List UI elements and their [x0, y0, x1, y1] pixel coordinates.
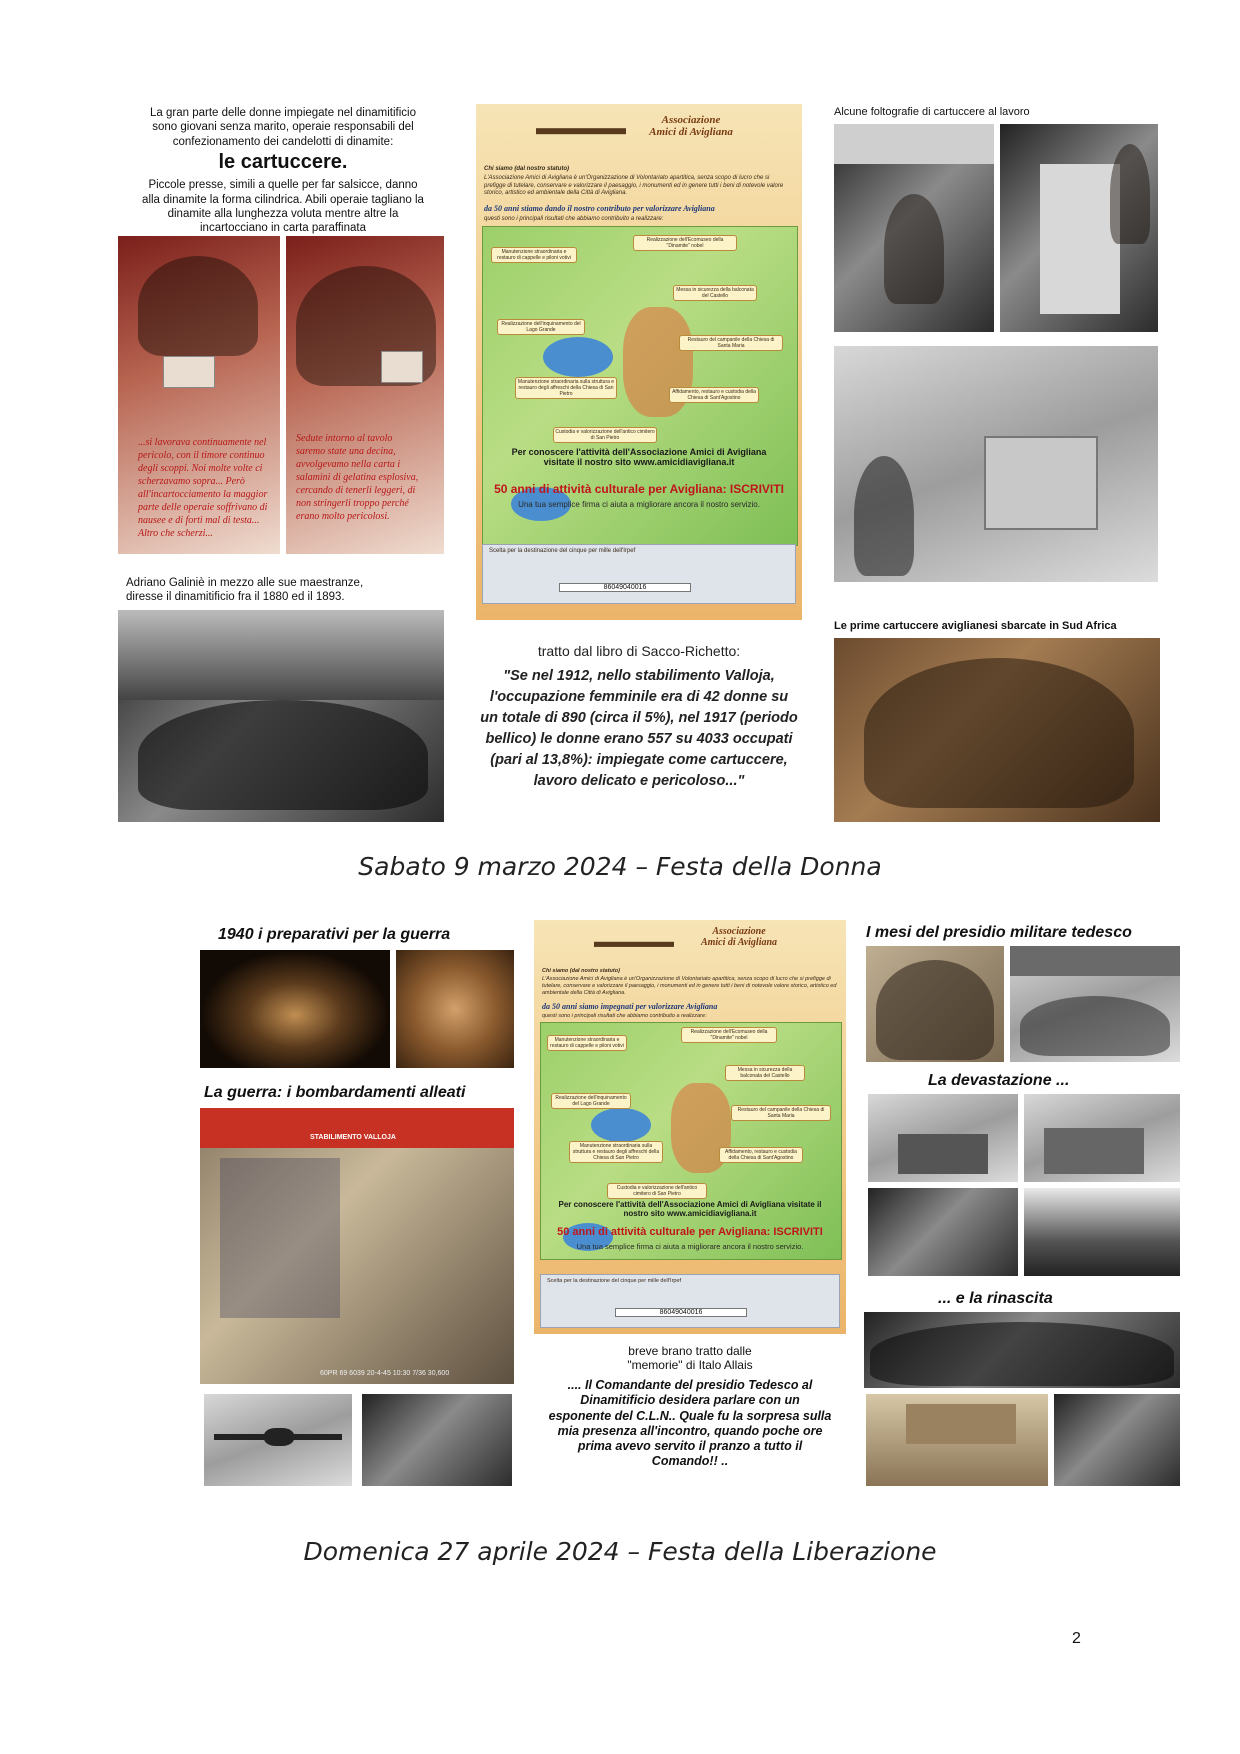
map-label: Affidamento, restauro e custodia della Chiesa di Sant'Agostino — [669, 387, 759, 403]
map-label: Affidamento, restauro e custodia della Chiesa di Sant'Agostino — [719, 1147, 803, 1163]
devastazione-photo-3 — [868, 1188, 1018, 1276]
rinascita-photo-2 — [866, 1394, 1048, 1486]
poster2-cinquanta: 50 anni di attività culturale per Avigliana: ISCRIVITI — [557, 1226, 823, 1238]
map-label: Messa in sicurezza della balconata del Castello — [725, 1065, 805, 1081]
map-label: Custodia e valorizzazione dell'antico cimitero di San Pietro — [607, 1183, 707, 1199]
map-label: Realizzazione dell'Ecomuseo della "Dinamite" nobel — [681, 1027, 777, 1043]
poster1-map — [482, 226, 798, 546]
poster1-chi-siamo: Chi siamo (dal nostro statuto) — [484, 166, 570, 172]
tunnel-photo-1 — [200, 950, 390, 1068]
intro-block — [140, 106, 426, 236]
poster2-conoscere: Per conoscere l'attività dell'Associazione Amici di Avigliana visitate il nostro sito www.amicidiavigliana.it — [558, 1200, 822, 1218]
title-bombardamenti: La guerra: i bombardamenti alleati — [204, 1084, 466, 1101]
poster1-cinquanta: 50 anni di attività culturale per Avigliana: ISCRIVITI — [494, 482, 784, 496]
presidio-photo-1 — [866, 946, 1004, 1062]
map-label: Realizzazione dell'inquinamento del Lago Grande — [497, 319, 585, 335]
stabilimento-label: STABILIMENTO VALLOJA — [310, 1134, 396, 1141]
sud-africa-photo — [834, 638, 1160, 822]
presidio-photo-2 — [1010, 946, 1180, 1062]
festa-donna: Sabato 9 marzo 2024 – Festa della Donna — [358, 852, 882, 881]
map-label: Manutenzione straordinaria e restauro di cappelle e piloni votivi — [491, 247, 577, 263]
title-preparativi-guerra: 1940 i preparativi per la guerra — [218, 926, 451, 943]
cartuccere-work-photo-2 — [1000, 124, 1158, 332]
book-quote: "Se nel 1912, nello stabilimento Valloja, l'occupazione femminile era di 42 donne su un totale di 890 (circa il 5%), nel 1917 (periodo bellico) le donne erano 557 su 4033 occupati (pari al 13,8%): impiegate come cartuccere, lavoro delicato e pericoloso..." — [480, 668, 798, 790]
map-label: Manutenzione straordinaria e restauro di cappelle e piloni votivi — [547, 1035, 627, 1051]
propeller-photo — [362, 1394, 512, 1486]
castle-drawing — [594, 928, 674, 962]
galinie-group-photo — [118, 610, 444, 822]
map-label: Realizzazione dell'Ecomuseo della "Dinamite" nobel — [633, 235, 737, 251]
galinie-caption: Adriano Galiniè in mezzo alle sue maestranze, diresse il dinamitificio fra il 1880 ed il 1893. — [126, 577, 364, 604]
poster1-codice-fiscale: 86049040016 — [559, 583, 691, 592]
poster1-form-title: Scelta per la destinazione del cinque per mille dell'Irpef — [489, 548, 636, 554]
cartuccere-machine-photo — [834, 346, 1158, 582]
map-label: Manutenzione straordinaria sulla struttura e restauro degli affreschi della Chiesa di San Pietro — [515, 377, 617, 399]
aerial-photo — [200, 1108, 514, 1384]
map-label: Messa in sicurezza della balconata del Castello — [673, 285, 757, 301]
photo1-caption: ...si lavorava continuamente nel pericolo, con il timore continuo degli scoppi. Noi molte volte ci scherzavamo sopra... Però all'incartocciamento la maggior parte delle operaie soffrivano di nausee e di forti mal di testa... Altro che scherzi... — [138, 437, 268, 539]
poster1-da50: da 50 anni stiamo dando il nostro contributo per valorizzare Avigliana — [484, 204, 715, 213]
book-source: tratto dal libro di Sacco-Richetto: — [537, 643, 741, 659]
castle-drawing — [536, 112, 626, 152]
rinascita-group-photo — [864, 1312, 1180, 1388]
right-top-caption: Alcune foltografie di cartuccere al lavoro — [834, 106, 1030, 118]
cartuccere-photo-2 — [286, 236, 444, 554]
intro-text: La gran parte delle donne impiegate nel dinamitificio sono giovani senza marito, operaie responsabili del confezionamento dei candelotti di dinamite: — [150, 107, 416, 148]
poster1-risultati: questi sono i principali risultati che abbiamo contribuito a realizzare: — [484, 216, 664, 222]
rinascita-photo-3 — [1054, 1394, 1180, 1486]
intro-title: le cartuccere. — [218, 151, 348, 174]
cartuccere-photo-1 — [118, 236, 280, 554]
association-poster-2 — [534, 920, 846, 1334]
aerial-code: 60PR 69 6039 20-4-45 10:30 7/36 30,600 — [320, 1370, 450, 1377]
poster2-codice-fiscale: 86049040016 — [615, 1308, 747, 1317]
map-label: Custodia e valorizzazione dell'antico cimitero di San Pietro — [553, 427, 657, 443]
poster2-assoc-line2: Amici di Avigliana — [700, 937, 778, 948]
brano-text: .... Il Comandante del presidio Tedesco al Dinamitificio desidera parlare con un esponente del C.L.N.. Quale fu la sorpresa sulla mia presenza all'incontro, quando poche ore prima avevo servito il pranzo a tutto il Comando!! .. — [548, 1378, 832, 1469]
poster2-map — [540, 1022, 842, 1260]
intro-text-2: Piccole presse, simili a quelle per far salsicce, danno alla dinamite la forma cilindrica. Abili operaie tagliano la dinamite alla lunghezza voluta mentre altre la incartocciano in carta paraffinata — [142, 179, 424, 235]
page-number: 2 — [1072, 1630, 1081, 1647]
poster1-assoc-line1: Associazione — [661, 114, 721, 126]
devastazione-photo-1 — [868, 1094, 1018, 1182]
poster2-da50: da 50 anni siamo impegnati per valorizzare Avigliana — [542, 1002, 718, 1011]
poster2-form — [540, 1274, 840, 1328]
poster1-statuto: L'Associazione Amici di Avigliana è un'Organizzazione di Volontariato apartitica, senza scopo di lucro che si prefigge di tutelare, conservare e valorizzare il paesaggio, i monumenti ed in genere tutti i beni di notevole valore storico, artistico ed ambientale della Città di Avigliana. — [484, 175, 784, 196]
devastazione-photo-2 — [1024, 1094, 1180, 1182]
cartuccere-work-photo-1 — [834, 124, 994, 332]
title-presidio: I mesi del presidio militare tedesco — [866, 924, 1132, 941]
poster2-form-title: Scelta per la destinazione del cinque per mille dell'Irpef — [547, 1278, 682, 1284]
tunnel-photo-2 — [396, 950, 514, 1068]
association-poster-1 — [476, 104, 802, 620]
map-label: Restauro del campanile della Chiesa di Santa Maria — [731, 1105, 831, 1121]
devastazione-photo-4 — [1024, 1188, 1180, 1276]
airplane-photo — [204, 1394, 352, 1486]
poster2-semplice: Una tua semplice firma ci aiuta a migliorare ancora il nostro servizio. — [576, 1242, 804, 1251]
poster2-chi-siamo: Chi siamo (dal nostro statuto) — [542, 968, 620, 974]
poster1-conoscere: Per conoscere l'attività dell'Associazione Amici di Avigliana visitate il nostro sito www.amicidiavigliana.it — [511, 447, 767, 467]
poster2-risultati: questi sono i principali risultati che abbiamo contribuito a realizzare: — [542, 1013, 707, 1019]
photo2-caption: Sedute intorno al tavolo saremo state una decina, avvolgevamo nella carta i salamini di gelatina esplosiva, cercando di tenerli leggeri, di non stringerli troppo perché erano molto pericolosi. — [296, 433, 419, 522]
poster2-assoc-line1: Associazione — [712, 926, 766, 937]
right-bottom-caption: Le prime cartuccere aviglianesi sbarcate in Sud Africa — [834, 620, 1117, 632]
map-label: Restauro del campanile della Chiesa di Santa Maria — [679, 335, 783, 351]
map-label: Realizzazione dell'inquinamento del Lago Grande — [551, 1093, 631, 1109]
title-rinascita: ... e la rinascita — [938, 1290, 1053, 1307]
map-label: Manutenzione straordinaria sulla struttura e restauro degli affreschi della Chiesa di San Pietro — [569, 1141, 663, 1163]
poster1-semplice: Una tua semplice firma ci aiuta a migliorare ancora il nostro servizio. — [518, 500, 760, 509]
brano-intro: breve brano tratto dalle "memorie" di Italo Allais — [627, 1344, 753, 1373]
poster1-form — [482, 544, 796, 604]
poster1-assoc-line2: Amici di Avigliana — [649, 126, 733, 138]
poster2-statuto: L'Associazione Amici di Avigliana è un'Organizzazione di Volontariato apartitica, senza scopo di lucro che si prefigge di tutelare, conservare e valorizzare il paesaggio, i monumenti ed in genere tutti i beni di notevole valore storico, artistico ed ambientale della Città di Avigliana. — [542, 976, 837, 996]
festa-liberazione: Domenica 27 aprile 2024 – Festa della Liberazione — [303, 1537, 937, 1566]
title-devastazione: La devastazione ... — [928, 1072, 1070, 1089]
